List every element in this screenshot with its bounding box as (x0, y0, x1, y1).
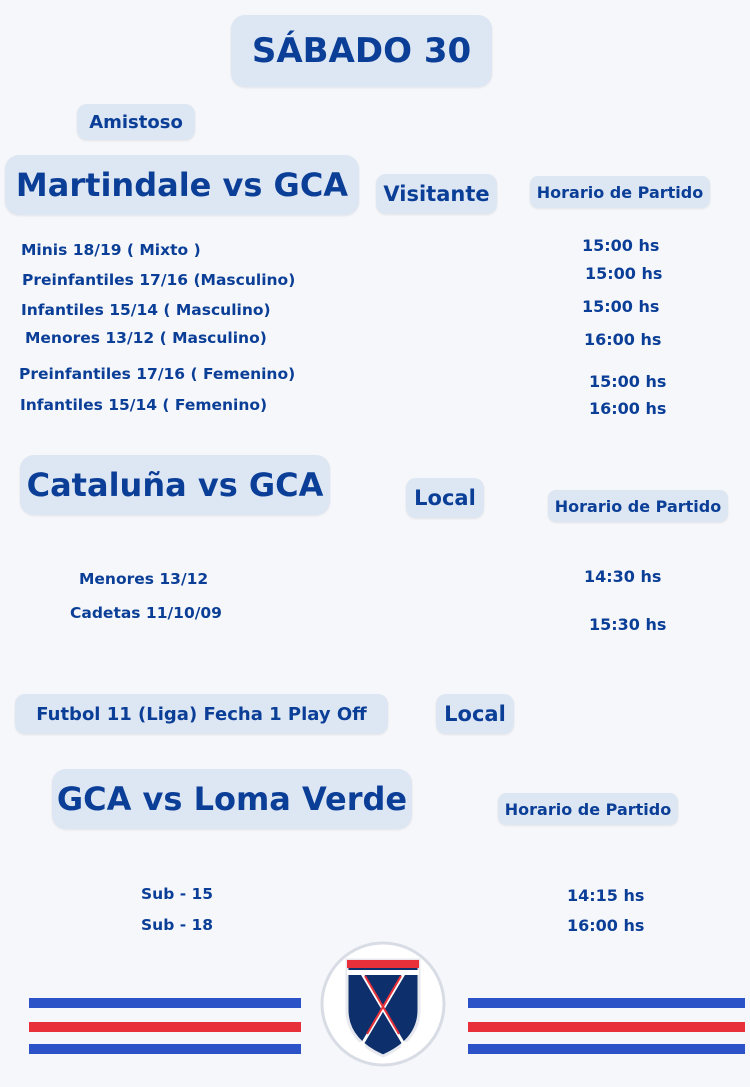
match-time: 15:30 hs (589, 615, 667, 634)
league-tag: Futbol 11 (Liga) Fecha 1 Play Off (15, 694, 388, 734)
category-label: Preinfantiles 17/16 (Masculino) (22, 271, 296, 289)
page-title: SÁBADO 30 (231, 15, 492, 87)
category-label: Minis 18/19 ( Mixto ) (21, 241, 201, 259)
category-label: Sub - 18 (141, 916, 214, 934)
footer-stripes-left (29, 998, 301, 1058)
category-label: Infantiles 15/14 ( Masculino) (21, 301, 271, 319)
club-crest-icon (319, 940, 447, 1068)
match-type-tag: Amistoso (77, 104, 195, 140)
match-time: 16:00 hs (589, 399, 667, 418)
venue-badge-local: Local (436, 694, 514, 734)
category-label: Preinfantiles 17/16 ( Femenino) (19, 365, 296, 383)
match-title-loma-verde: GCA vs Loma Verde (52, 769, 412, 829)
category-label: Infantiles 15/14 ( Femenino) (20, 396, 268, 414)
match-time: 15:00 hs (589, 372, 667, 391)
schedule-header: Horario de Partido (548, 490, 728, 522)
match-time: 14:30 hs (584, 567, 662, 586)
match-title-martindale: Martindale vs GCA (5, 155, 359, 215)
match-time: 15:00 hs (582, 297, 660, 316)
category-label: Sub - 15 (141, 885, 214, 903)
category-label: Cadetas 11/10/09 (70, 604, 222, 622)
match-time: 14:15 hs (567, 886, 645, 905)
match-time: 16:00 hs (584, 330, 662, 349)
schedule-header: Horario de Partido (530, 176, 710, 208)
match-time: 15:00 hs (582, 236, 660, 255)
category-label: Menores 13/12 ( Masculino) (25, 329, 267, 347)
footer-stripes-right (468, 998, 745, 1058)
venue-badge-local: Local (406, 478, 484, 518)
venue-badge-visitante: Visitante (376, 174, 497, 214)
match-time: 16:00 hs (567, 916, 645, 935)
match-title-cataluna: Cataluña vs GCA (20, 455, 330, 515)
schedule-header: Horario de Partido (498, 793, 678, 825)
match-time: 15:00 hs (585, 264, 663, 283)
category-label: Menores 13/12 (79, 570, 209, 588)
